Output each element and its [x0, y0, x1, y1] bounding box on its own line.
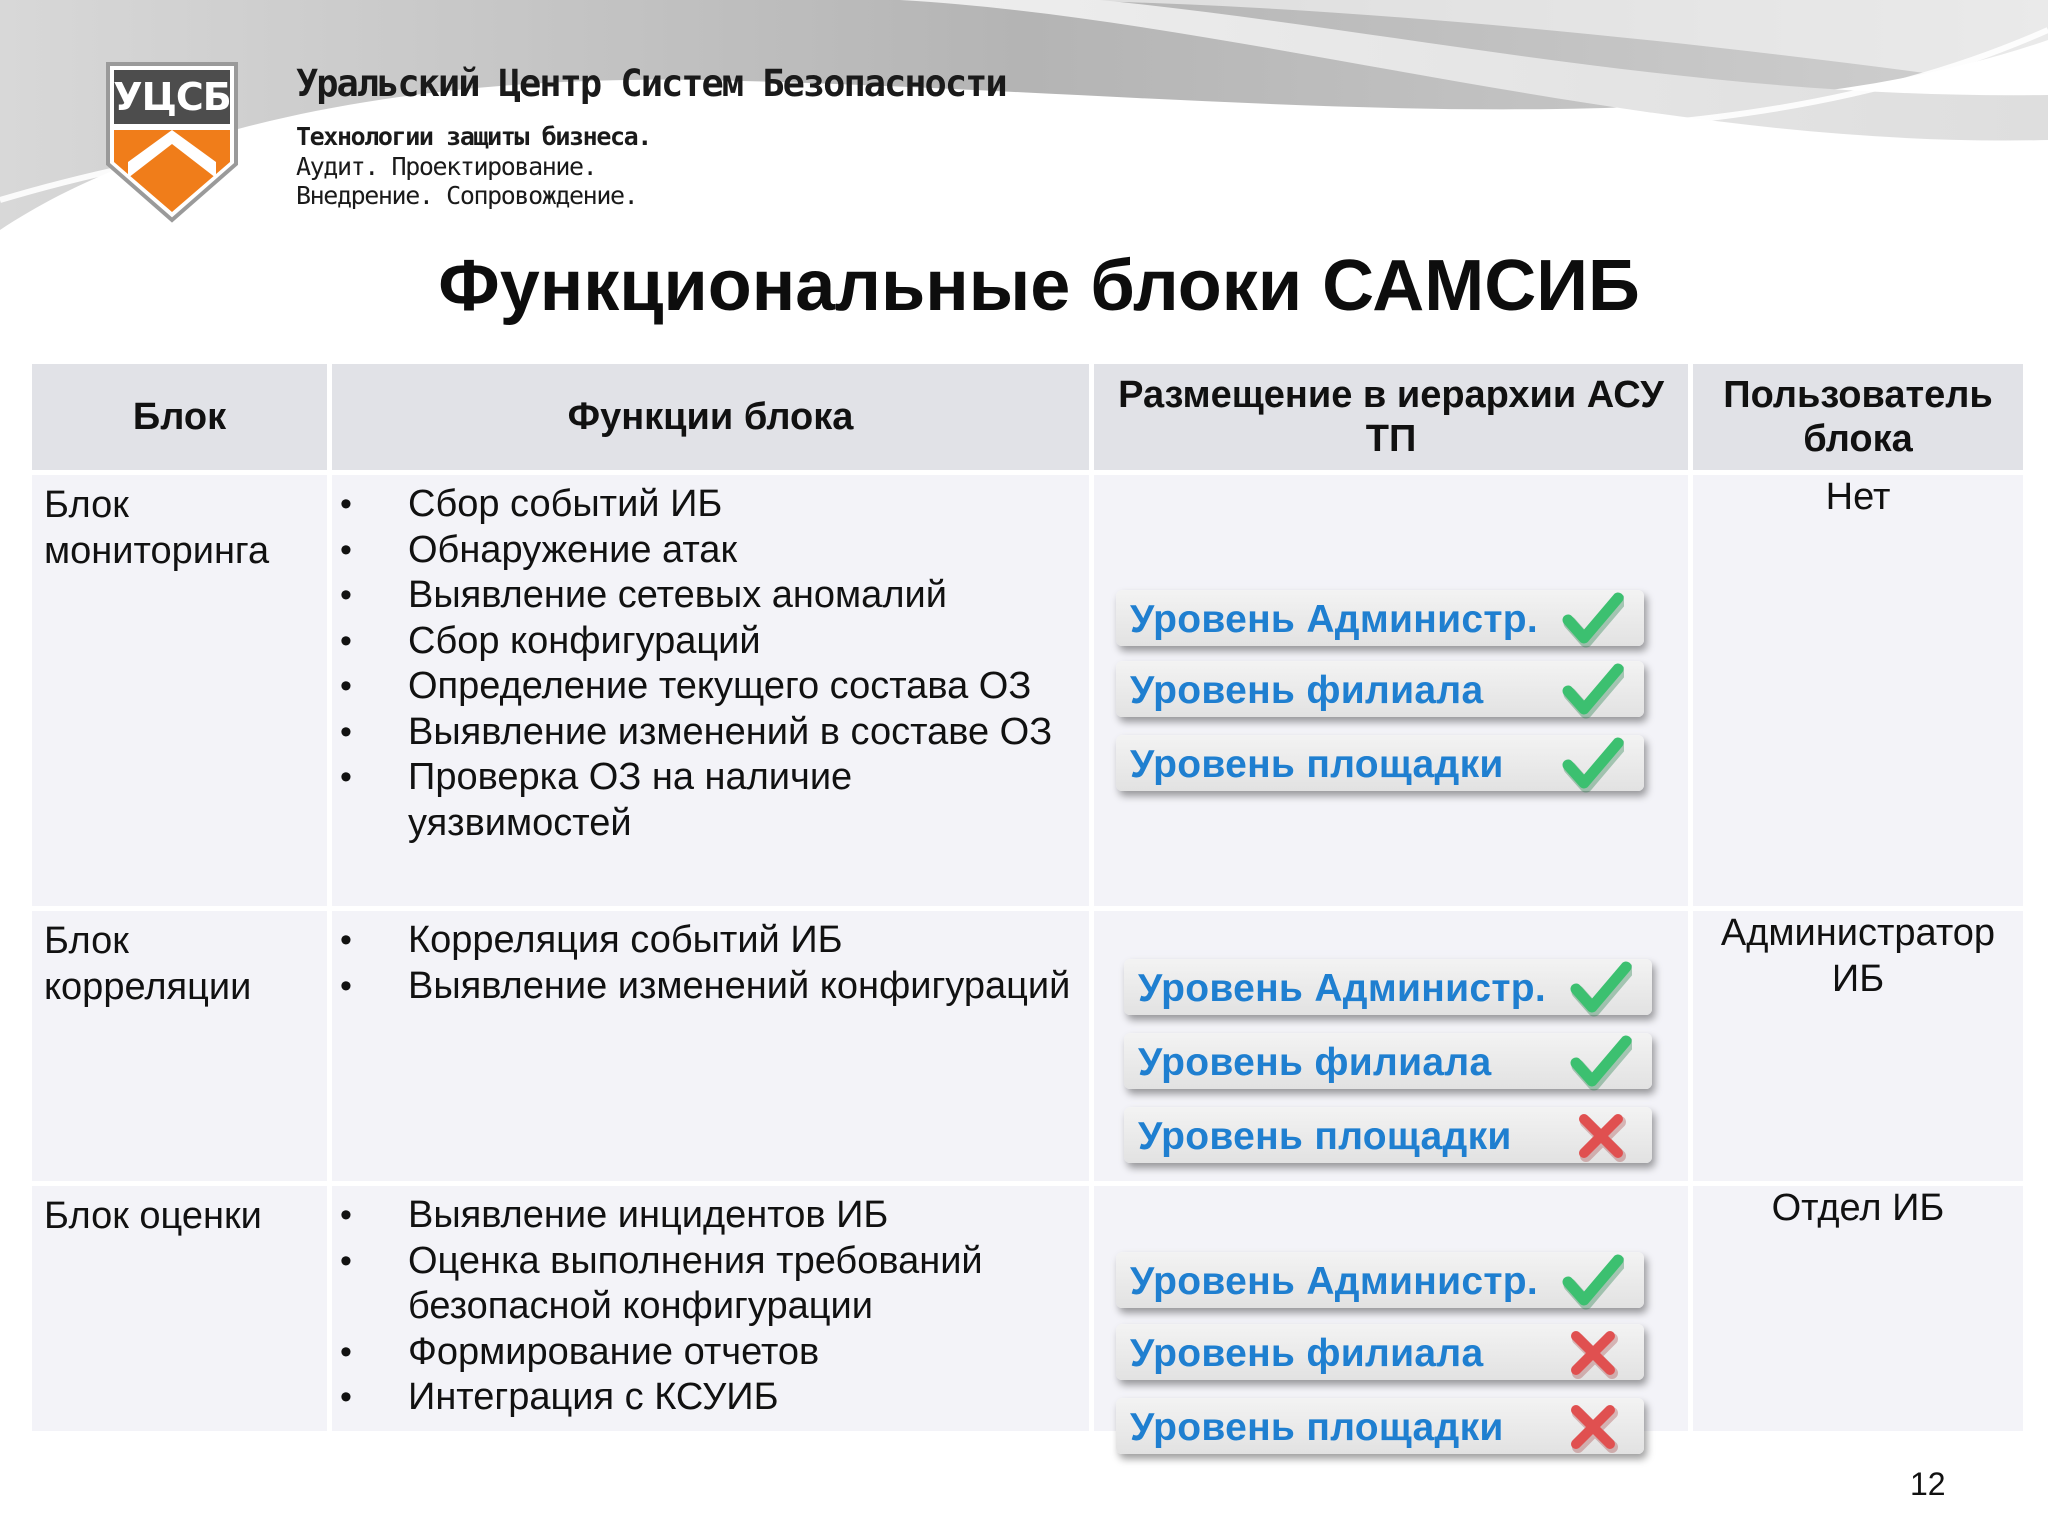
check-icon [1562, 1252, 1624, 1310]
column-header-functions: Функции блока [332, 364, 1089, 470]
block-functions [332, 475, 1089, 906]
check-icon [1570, 959, 1632, 1017]
function-item: • Выявление сетевых аномалий [332, 573, 1089, 619]
cross-icon [1562, 1398, 1624, 1456]
level-label: Уровень площадки [1130, 1406, 1504, 1449]
function-item: • Сбор конфигураций [332, 619, 1089, 665]
ucsb-logo [104, 60, 240, 224]
function-item: • Оценка выполнения требований безопасной конфигурации [332, 1239, 1089, 1330]
function-list [332, 475, 1089, 846]
column-header-block: Блок [32, 364, 327, 470]
function-list [332, 1186, 1089, 1421]
block-user: Администратор ИБ [1693, 911, 2023, 1181]
level-label: Уровень Администр. [1130, 1260, 1539, 1303]
check-icon [1570, 1033, 1632, 1091]
function-item: • Проверка ОЗ на наличие уязвимостей [332, 755, 1089, 846]
level-badge-branch [1116, 661, 1644, 717]
function-item: • Интеграция с КСУИБ [332, 1375, 1089, 1421]
level-badge-branch [1124, 1033, 1652, 1089]
level-badge-admin [1124, 959, 1652, 1015]
check-icon [1562, 735, 1624, 793]
level-badge-site [1116, 735, 1644, 791]
placement-cell [1094, 475, 1688, 906]
function-item: • Выявление изменений в составе ОЗ [332, 710, 1089, 756]
company-services-1: Аудит. Проектирование. [296, 152, 597, 181]
function-list [332, 911, 1089, 1009]
company-services-2: Внедрение. Сопровождение. [296, 181, 638, 210]
column-header-placement: Размещение в иерархии АСУ ТП [1094, 364, 1688, 470]
column-header-user: Пользователь блока [1693, 364, 2023, 470]
functional-blocks-table [27, 359, 2028, 1449]
company-tagline: Технологии защиты бизнеса. [296, 122, 651, 151]
function-item: • Выявление инцидентов ИБ [332, 1193, 1089, 1239]
block-user: Нет [1693, 475, 2023, 906]
block-functions [332, 1186, 1089, 1431]
cross-icon [1562, 1324, 1624, 1382]
block-name: Блок мониторинга [32, 475, 327, 906]
placement-cell [1094, 911, 1688, 1181]
cross-icon [1570, 1107, 1632, 1165]
level-label: Уровень филиала [1138, 1041, 1492, 1084]
level-badge-site [1116, 1398, 1644, 1454]
level-badge-site [1124, 1107, 1652, 1163]
block-name: Блок корреляции [32, 911, 327, 1181]
table-row-correlation [32, 911, 2023, 1181]
level-badge-admin [1116, 1252, 1644, 1308]
block-name: Блок оценки [32, 1186, 327, 1431]
function-item: • Корреляция событий ИБ [332, 918, 1089, 964]
placement-cell [1094, 1186, 1688, 1449]
block-user: Отдел ИБ [1693, 1186, 2023, 1431]
function-item: • Обнаружение атак [332, 528, 1089, 574]
page-title: Функциональные блоки САМСИБ [438, 246, 1640, 326]
table-row-assessment [32, 1186, 2023, 1431]
check-icon [1562, 661, 1624, 719]
function-item: • Выявление изменений конфигураций [332, 964, 1089, 1010]
level-label: Уровень площадки [1138, 1115, 1512, 1158]
logo-text: УЦСБ [113, 75, 231, 119]
table-row-monitoring [32, 475, 2023, 906]
level-badge-branch [1116, 1324, 1644, 1380]
level-label: Уровень площадки [1130, 743, 1504, 786]
function-item: • Определение текущего состава ОЗ [332, 664, 1089, 710]
block-functions [332, 911, 1089, 1181]
function-item: • Формирование отчетов [332, 1330, 1089, 1376]
table-header-row [32, 364, 2023, 470]
level-label: Уровень филиала [1130, 1332, 1484, 1375]
level-badge-admin [1116, 590, 1644, 646]
level-label: Уровень филиала [1130, 669, 1484, 712]
page-number: 12 [1910, 1466, 1946, 1502]
check-icon [1562, 590, 1624, 648]
level-label: Уровень Администр. [1138, 967, 1547, 1010]
function-item: • Сбор событий ИБ [332, 482, 1089, 528]
level-label: Уровень Администр. [1130, 598, 1539, 641]
company-name: Уральский Центр Систем Безопасности [296, 62, 1006, 105]
